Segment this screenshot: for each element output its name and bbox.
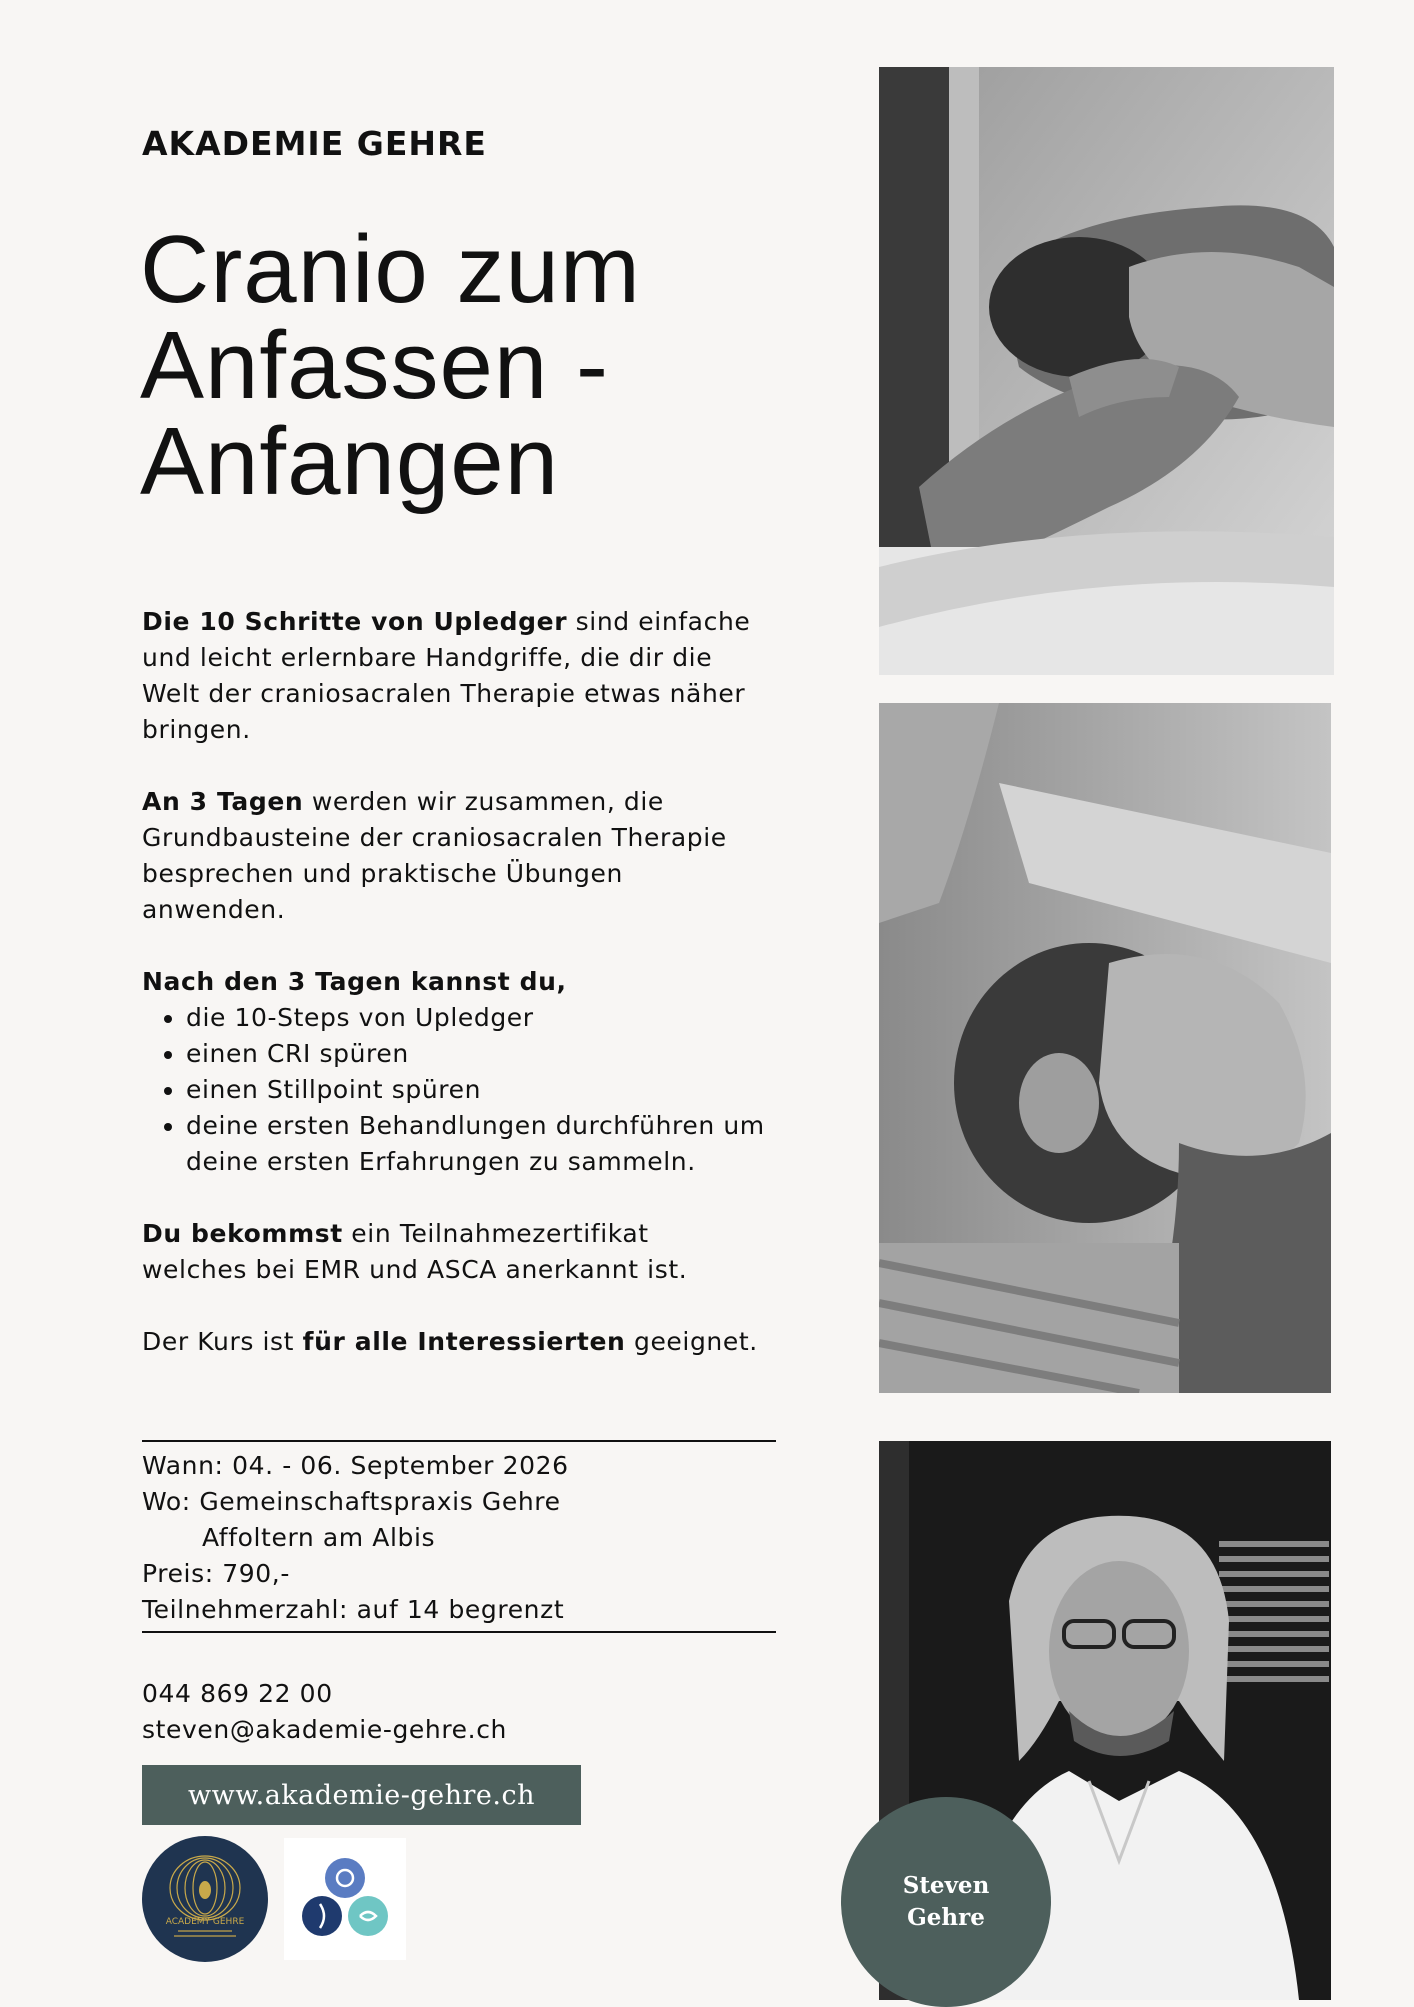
list-item: • die 10-Steps von Upledger — [186, 1000, 782, 1036]
list-item: • einen Stillpoint spüren — [186, 1072, 782, 1108]
page-title — [140, 216, 641, 515]
course-info — [142, 1448, 782, 1628]
divider-top — [142, 1440, 776, 1442]
list-item: • deine ersten Behandlungen durchführen um deine ersten Erfahrungen zu sammeln. — [186, 1108, 782, 1180]
info-when: Wann: 04. - 06. September 2026 — [142, 1451, 569, 1480]
academy-logo-text: ACADEMY GEHRE — [165, 1917, 245, 1927]
certificate-paragraph — [142, 1216, 782, 1288]
after-section — [142, 964, 782, 1180]
title-line-3: Anfangen — [140, 408, 560, 515]
days-paragraph — [142, 784, 782, 928]
intro-text: bringen. — [142, 715, 251, 744]
certificate-text: welches bei EMR und ASCA anerkannt ist. — [142, 1255, 688, 1284]
phone-number[interactable]: 044 869 22 00 — [142, 1679, 333, 1708]
intro-text: und leicht erlernbare Handgriffe, die dir die — [142, 643, 713, 672]
therapy-boy-photo-icon — [879, 703, 1331, 1393]
intro-bold: Die 10 Schritte von Upledger — [142, 607, 568, 636]
badge-first-name: Steven — [902, 1872, 990, 1899]
brand-name: AKADEMIE GEHRE — [142, 124, 487, 163]
contact-block — [142, 1676, 507, 1748]
certificate-bold: Du bekommst — [142, 1219, 343, 1248]
days-text: besprechen und praktische Übungen — [142, 859, 623, 888]
audience-text: Der Kurs ist — [142, 1327, 303, 1356]
name-badge — [841, 1797, 1051, 2007]
photo-therapy-man — [879, 67, 1334, 675]
days-text: Grundbausteine der craniosacralen Therapie — [142, 823, 727, 852]
after-heading: Nach den 3 Tagen kannst du, — [142, 967, 567, 996]
days-bold: An 3 Tagen — [142, 787, 304, 816]
academy-logo — [142, 1836, 268, 1962]
info-where: Wo: Gemeinschaftspraxis Gehre — [142, 1487, 561, 1516]
triple-circle-logo-icon — [284, 1838, 406, 1960]
email-link[interactable]: steven@akademie-gehre.ch — [142, 1715, 507, 1744]
intro-text: Welt der craniosacralen Therapie etwas näher — [142, 679, 746, 708]
divider-bottom — [142, 1631, 776, 1633]
title-line-2: Anfassen - — [140, 312, 609, 419]
audience-paragraph — [142, 1324, 782, 1360]
badge-last-name: Gehre — [907, 1904, 985, 1931]
info-where-line2: Affoltern am Albis — [202, 1523, 436, 1552]
intro-paragraph — [142, 604, 782, 748]
therapy-man-photo-icon — [879, 67, 1334, 675]
audience-bold: für alle Interessierten — [302, 1327, 626, 1356]
title-line-1: Cranio zum — [140, 216, 641, 323]
course-description — [142, 604, 782, 1396]
academy-logo-icon — [142, 1836, 268, 1962]
info-price: Preis: 790,- — [142, 1559, 290, 1588]
skills-list — [142, 1000, 782, 1180]
partner-logo — [284, 1838, 406, 1960]
website-button[interactable]: www.akademie-gehre.ch — [142, 1765, 581, 1825]
info-participants: Teilnehmerzahl: auf 14 begrenzt — [142, 1595, 565, 1624]
audience-text: geeignet. — [625, 1327, 758, 1356]
intro-text: sind einfache — [567, 607, 751, 636]
list-item: • einen CRI spüren — [186, 1036, 782, 1072]
certificate-text: ein Teilnahmezertifikat — [342, 1219, 649, 1248]
photo-therapy-boy — [879, 703, 1331, 1393]
days-text: anwenden. — [142, 895, 286, 924]
days-text: werden wir zusammen, die — [303, 787, 664, 816]
